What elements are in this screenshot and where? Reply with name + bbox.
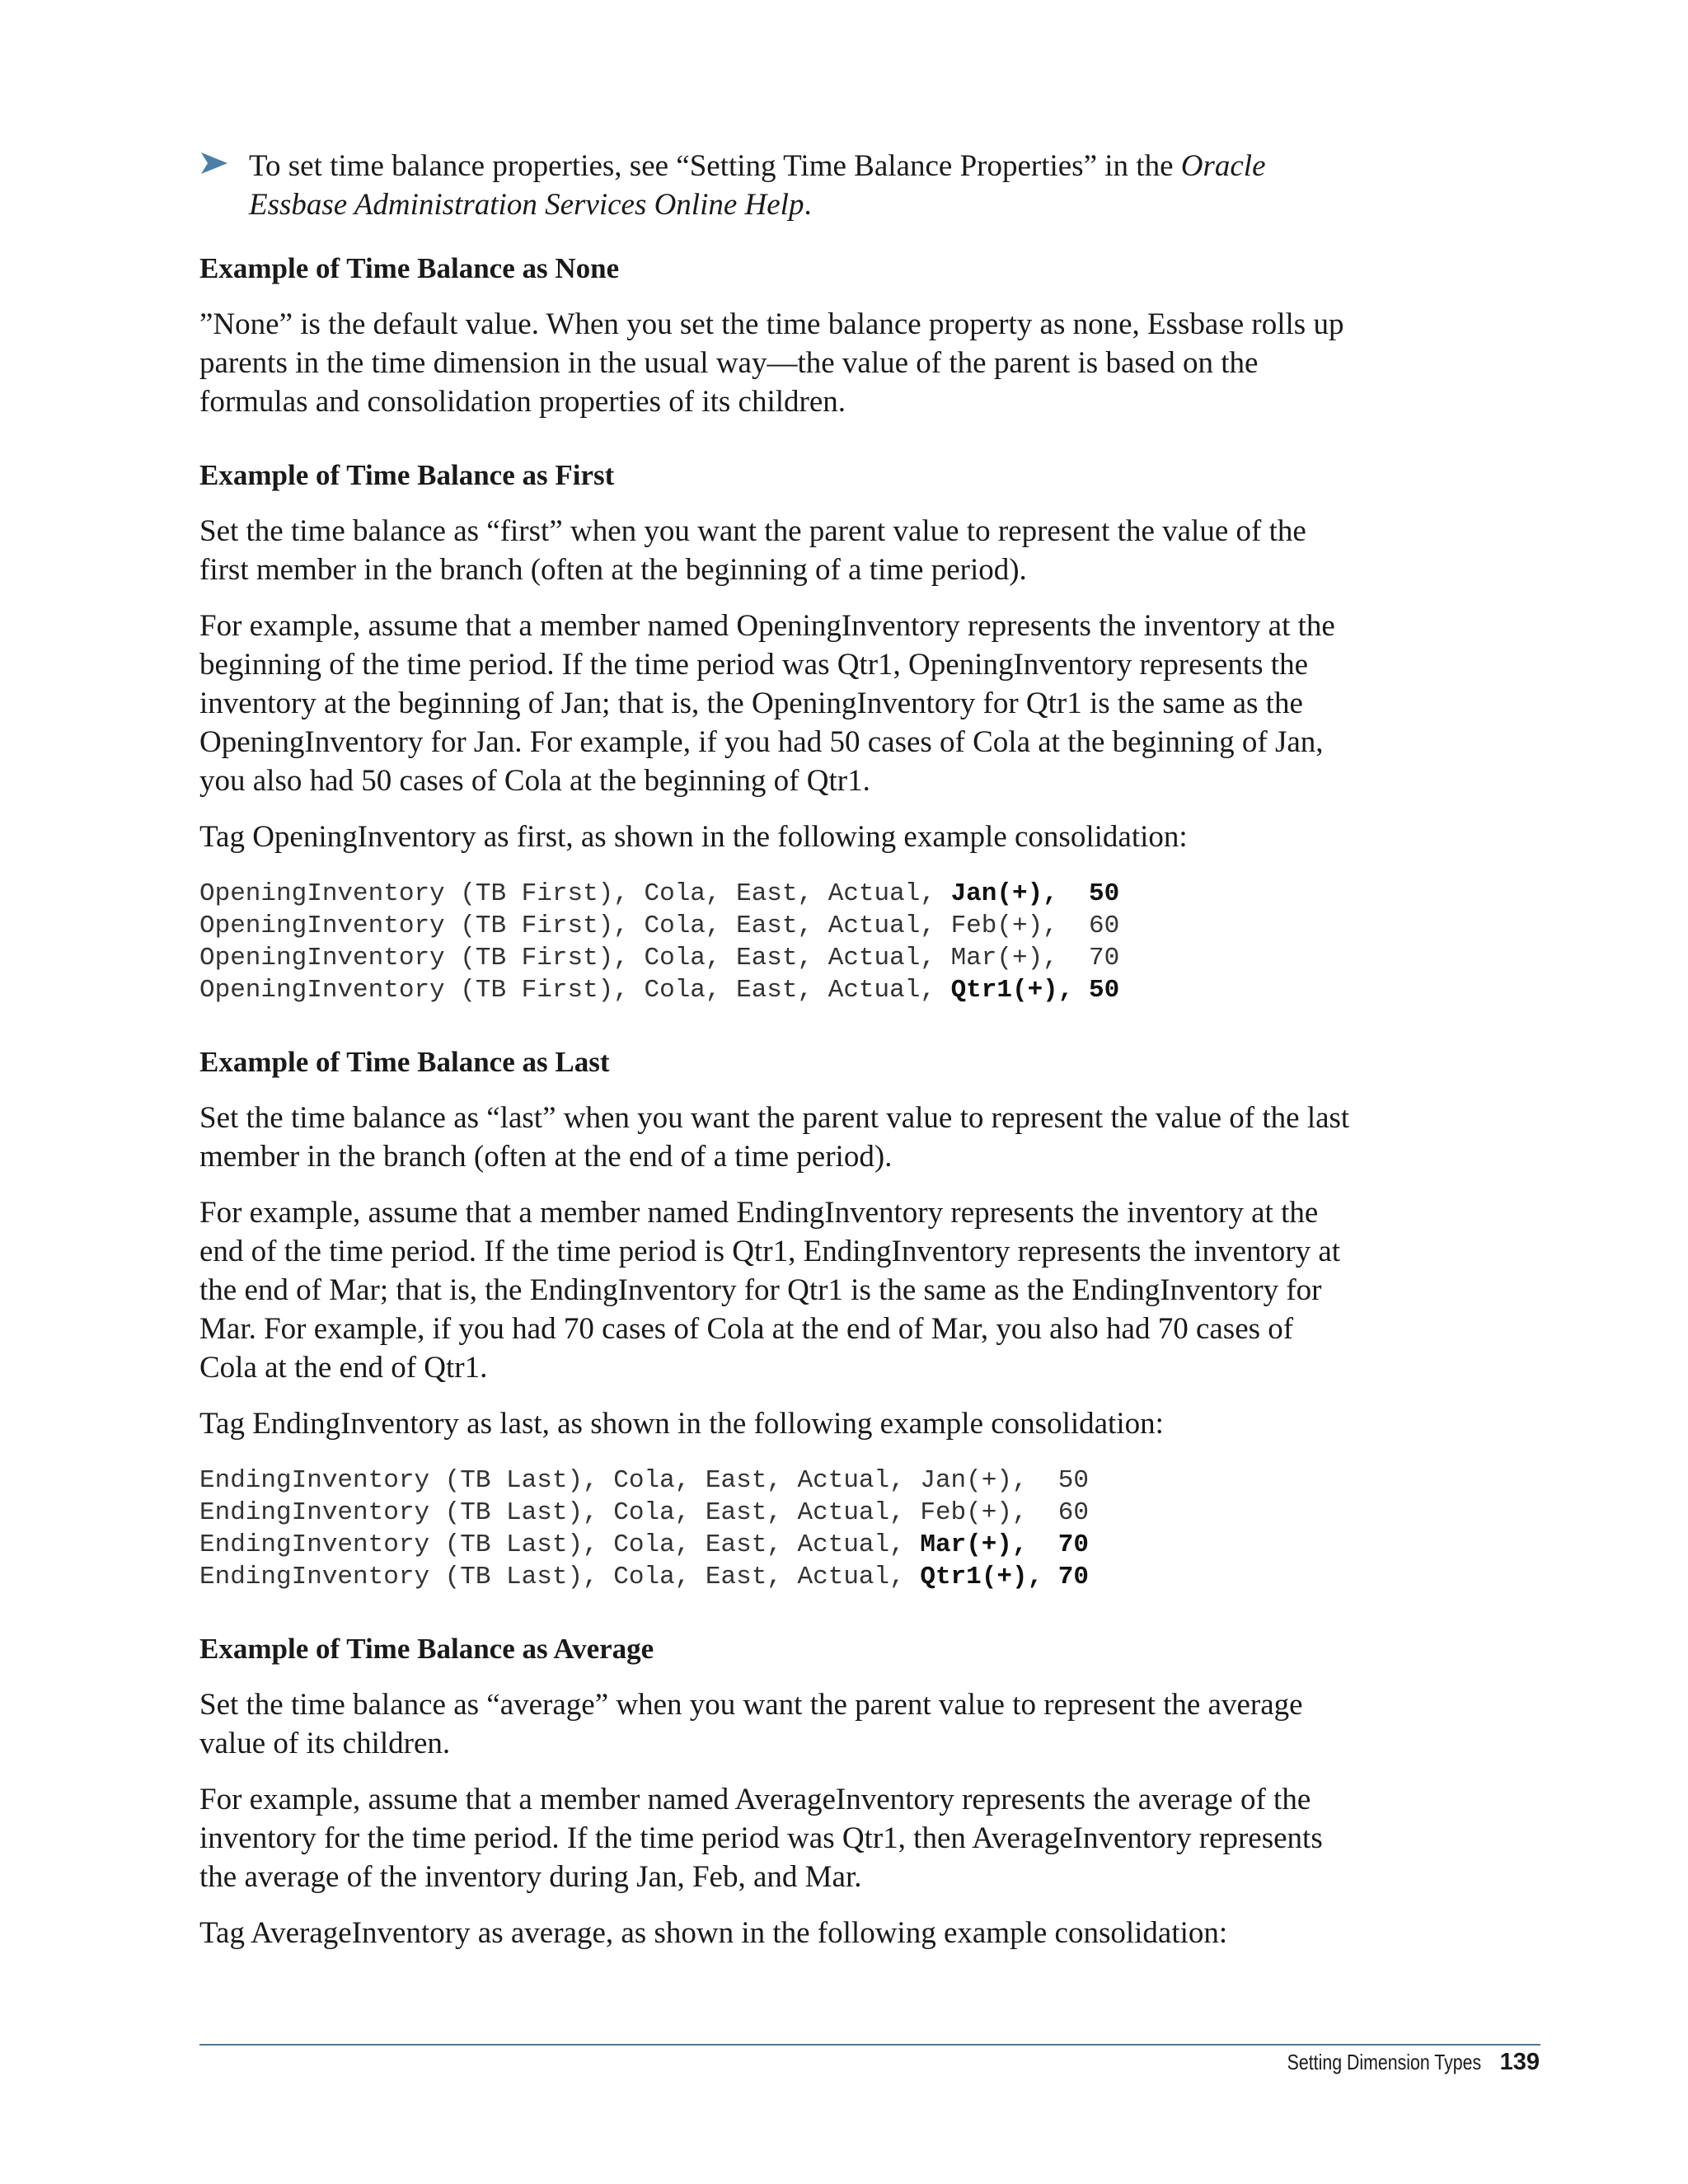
code-member: Jan(+), xyxy=(950,879,1058,908)
code-value: 60 xyxy=(1089,912,1120,940)
doc-title-link: Oracle Essbase Administration Services Online Help xyxy=(249,149,1266,222)
code-value: 70 xyxy=(1057,1530,1090,1559)
code-member: Feb(+), xyxy=(920,1498,1028,1527)
section-heading-average: Example of Time Balance as Average xyxy=(199,1633,654,1665)
code-member: Mar(+), xyxy=(950,944,1058,972)
code-line xyxy=(199,974,1353,1006)
code-prefix: EndingInventory (TB Last), Cola, East, Actual, xyxy=(199,1563,921,1591)
page-content xyxy=(199,147,1353,1970)
paragraph: ”None” is the default value. When you set the time balance property as none, Essbase rolls up parents in the time dimension in the usual way—the value of the parent is based on the formulas and consolidation properties of its children. xyxy=(199,307,1344,419)
procedure-text: To set time balance properties, see “Setting Time Balance Properties” in the xyxy=(249,149,1181,183)
code-line xyxy=(199,878,1353,910)
arrow-bullet-icon xyxy=(199,149,229,177)
code-prefix: EndingInventory (TB Last), Cola, East, Actual, xyxy=(199,1530,921,1559)
code-block-last xyxy=(199,1465,1353,1593)
paragraph: Tag AverageInventory as average, as shown in the following example consolidation: xyxy=(199,1916,1228,1950)
code-member: Qtr1(+), xyxy=(920,1563,1043,1591)
code-prefix: OpeningInventory (TB First), Cola, East, Actual, xyxy=(199,944,951,972)
code-value: 50 xyxy=(1089,879,1120,908)
code-line xyxy=(199,910,1353,942)
code-member: Jan(+), xyxy=(920,1466,1028,1495)
code-member: Mar(+), xyxy=(920,1530,1028,1559)
paragraph: Tag OpeningInventory as first, as shown in the following example consolidation: xyxy=(199,820,1188,854)
paragraph: Set the time balance as “average” when you want the parent value to represent the average value of its children. xyxy=(199,1688,1303,1760)
code-prefix: OpeningInventory (TB First), Cola, East, Actual, xyxy=(199,912,951,940)
paragraph: For example, assume that a member named EndingInventory represents the inventory at the end of the time period. If the time period is Qtr1, EndingInventory represents the inventory at the end of Mar; that is, the EndingInventory for Qtr1 is the same as the EndingInventory for Mar. For example, if you had 70 cases of Cola at the end of Mar, you also had 70 cases of Cola at the end of Qtr1. xyxy=(199,1196,1341,1385)
code-value: 60 xyxy=(1057,1498,1090,1527)
code-line xyxy=(199,942,1353,974)
section-heading-first: Example of Time Balance as First xyxy=(199,459,615,491)
code-prefix: OpeningInventory (TB First), Cola, East, Actual, xyxy=(199,879,951,908)
paragraph: Tag EndingInventory as last, as shown in the following example consolidation: xyxy=(199,1407,1164,1441)
code-line xyxy=(199,1561,1353,1593)
section-heading-none: Example of Time Balance as None xyxy=(199,252,620,284)
footer-section-name: Setting Dimension Types xyxy=(1287,2050,1482,2074)
paragraph: For example, assume that a member named AverageInventory represents the average of the inventory for the time period. If the time period was Qtr1, then AverageInventory represents the average of the inventory during Jan, Feb, and Mar. xyxy=(199,1783,1323,1894)
code-line xyxy=(199,1529,1353,1561)
code-prefix: EndingInventory (TB Last), Cola, East, Actual, xyxy=(199,1498,921,1527)
footer-rule xyxy=(199,2044,1540,2046)
code-line xyxy=(199,1465,1353,1497)
paragraph: For example, assume that a member named OpeningInventory represents the inventory at the beginning of the time period. If the time period was Qtr1, OpeningInventory represents the inventory at the beginning of Jan; that is, the OpeningInventory for Qtr1 is the same as the OpeningInventory for Jan. For example, if you had 50 cases of Cola at the beginning of Jan, you also had 50 cases of Cola at the beginning of Qtr1. xyxy=(199,609,1335,798)
code-member: Feb(+), xyxy=(950,912,1058,940)
page-number: 139 xyxy=(1499,2049,1540,2075)
page-footer xyxy=(1245,2048,1540,2076)
section-heading-last: Example of Time Balance as Last xyxy=(199,1046,610,1078)
code-block-first xyxy=(199,878,1353,1006)
code-value: 70 xyxy=(1089,944,1120,972)
code-member: Qtr1(+), xyxy=(950,976,1074,1005)
paragraph: Set the time balance as “last” when you want the parent value to represent the value of the last member in the branch (often at the end of a time period). xyxy=(199,1101,1350,1174)
code-value: 50 xyxy=(1089,976,1120,1005)
code-prefix: OpeningInventory (TB First), Cola, East, Actual, xyxy=(199,976,951,1005)
code-value: 70 xyxy=(1057,1563,1089,1591)
procedure-period: . xyxy=(804,188,812,222)
paragraph: Set the time balance as “first” when you want the parent value to represent the value of the first member in the branch (often at the beginning of a time period). xyxy=(199,514,1306,587)
code-value: 50 xyxy=(1057,1466,1090,1495)
code-prefix: EndingInventory (TB Last), Cola, East, Actual, xyxy=(199,1466,921,1495)
code-line xyxy=(199,1497,1353,1529)
procedure-step xyxy=(199,147,1353,224)
